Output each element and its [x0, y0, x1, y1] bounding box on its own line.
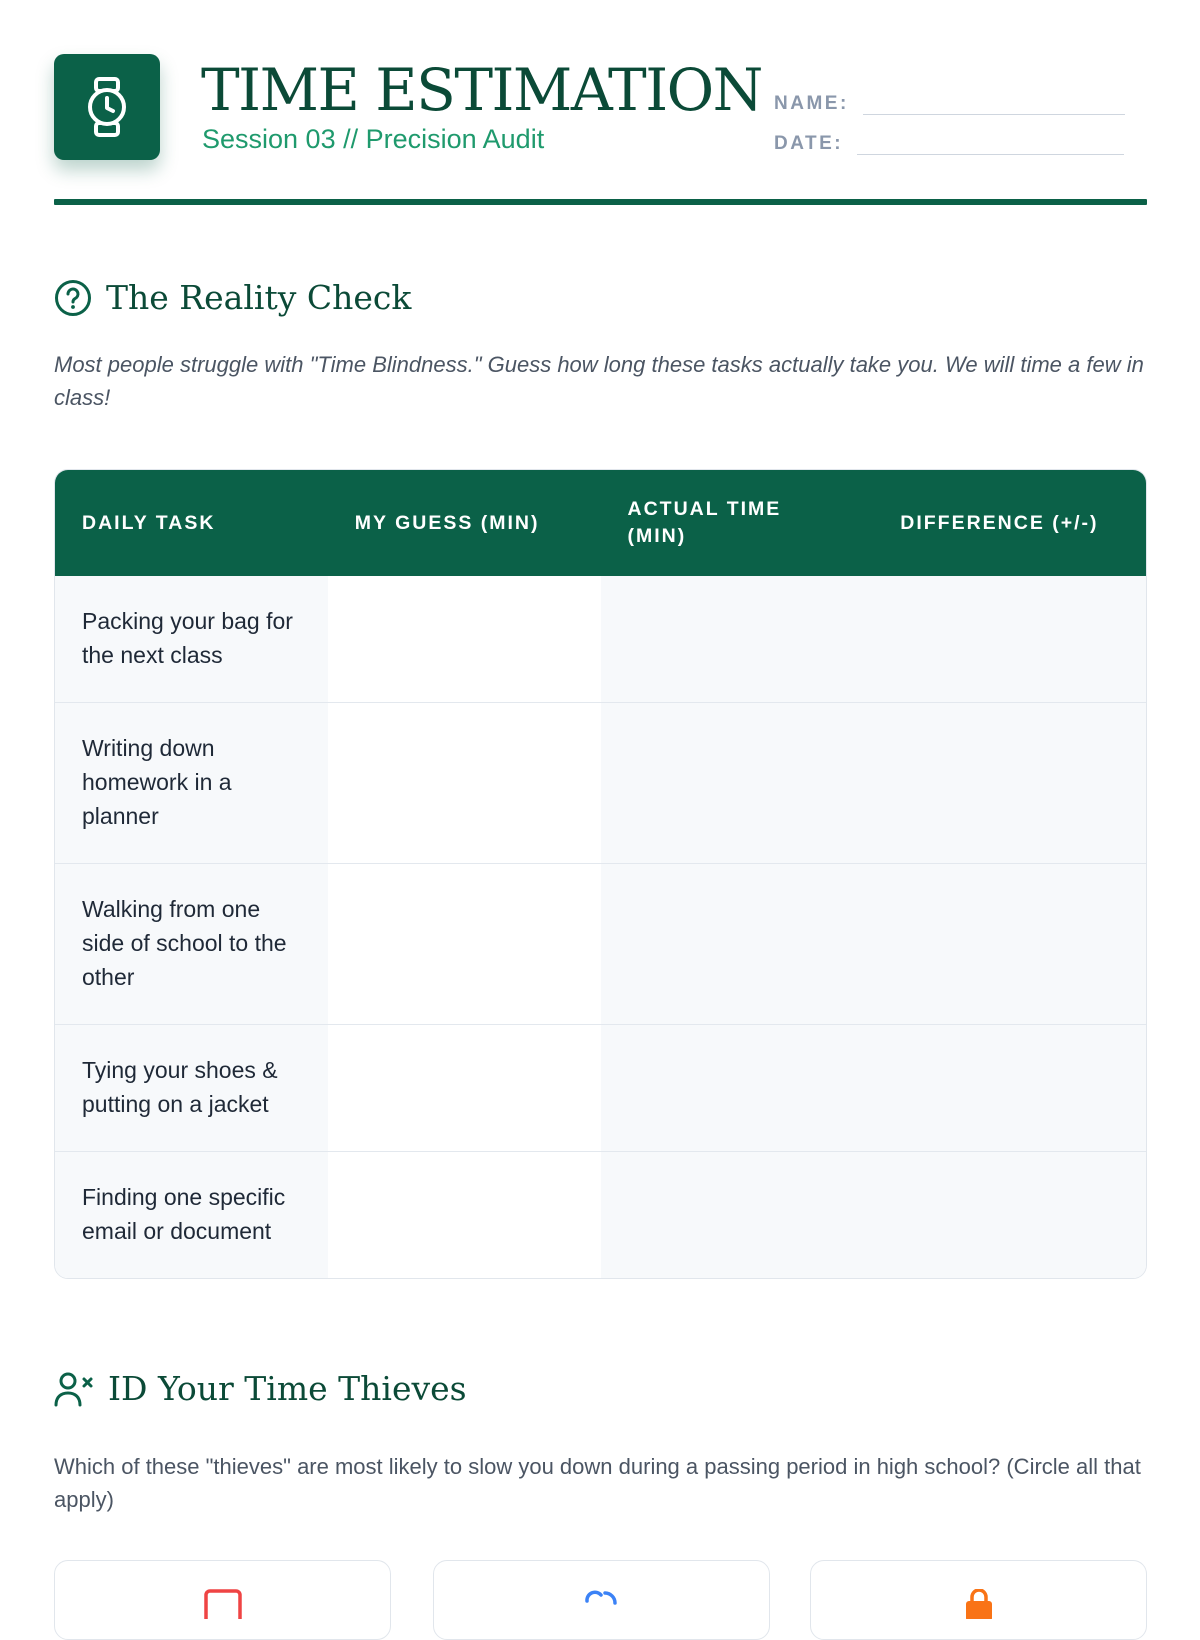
task-cell: Walking from one side of school to the other — [55, 864, 328, 1024]
guess-cell[interactable] — [328, 1152, 601, 1278]
column-header: ACTUAL TIME (MIN) — [627, 498, 782, 547]
phone-icon — [204, 1589, 242, 1619]
people-icon — [583, 1589, 621, 1619]
difference-cell[interactable] — [873, 1025, 1146, 1151]
table-row — [55, 576, 1146, 702]
header-divider — [54, 199, 1147, 205]
name-label: NAME: — [774, 93, 849, 114]
worksheet-page — [54, 0, 1147, 1512]
date-field — [774, 132, 1124, 155]
task-cell: Finding one specific email or document — [55, 1152, 328, 1278]
table-row — [55, 702, 1146, 863]
actual-cell[interactable] — [601, 1152, 874, 1278]
column-header: DIFFERENCE (+/-) — [900, 511, 1099, 534]
actual-cell[interactable] — [601, 864, 874, 1024]
time-thieves-heading — [54, 1369, 467, 1408]
name-field — [774, 92, 1125, 115]
task-cell: Tying your shoes & putting on a jacket — [55, 1025, 328, 1151]
difference-cell[interactable] — [873, 864, 1146, 1024]
date-line[interactable] — [857, 132, 1124, 155]
table-row — [55, 863, 1146, 1024]
user-x-icon — [54, 1371, 94, 1407]
locker-icon — [960, 1589, 998, 1619]
question-circle-icon — [54, 279, 92, 317]
estimation-table — [54, 469, 1147, 1279]
section-title: ID Your Time Thieves — [108, 1369, 467, 1408]
table-row — [55, 1151, 1146, 1278]
actual-cell[interactable] — [601, 1025, 874, 1151]
difference-cell[interactable] — [873, 703, 1146, 863]
name-line[interactable] — [863, 92, 1125, 115]
section-title: The Reality Check — [106, 278, 412, 317]
actual-cell[interactable] — [601, 576, 874, 702]
column-header: MY GUESS (MIN) — [354, 511, 540, 534]
date-label: DATE: — [774, 133, 844, 154]
table-row — [55, 1024, 1146, 1151]
thief-card-phone[interactable] — [54, 1560, 391, 1640]
reality-check-intro: Most people struggle with "Time Blindness." Guess how long these tasks actually take you. We will time a few in class! — [54, 352, 1144, 410]
reality-check-heading — [54, 278, 411, 317]
task-cell: Writing down homework in a planner — [55, 703, 328, 863]
page-title: TIME ESTIMATION — [201, 56, 762, 124]
table-header — [55, 470, 1146, 576]
guess-cell[interactable] — [328, 1025, 601, 1151]
task-cell: Packing your bag for the next class — [55, 576, 328, 702]
thief-card-people[interactable] — [433, 1560, 770, 1640]
worksheet-header — [54, 0, 1147, 206]
watch-icon — [85, 77, 129, 137]
logo-badge — [54, 54, 160, 160]
difference-cell[interactable] — [873, 576, 1146, 702]
difference-cell[interactable] — [873, 1152, 1146, 1278]
time-thieves-prompt: Which of these "thieves" are most likely to slow you down during a passing period in high school? (Circle all that apply) — [54, 1454, 1141, 1512]
actual-cell[interactable] — [601, 703, 874, 863]
guess-cell[interactable] — [328, 864, 601, 1024]
table-body — [55, 576, 1146, 1278]
guess-cell[interactable] — [328, 576, 601, 702]
page-subtitle: Session 03 // Precision Audit — [202, 124, 545, 154]
guess-cell[interactable] — [328, 703, 601, 863]
thief-card-locker[interactable] — [810, 1560, 1147, 1640]
column-header: DAILY TASK — [82, 511, 216, 534]
